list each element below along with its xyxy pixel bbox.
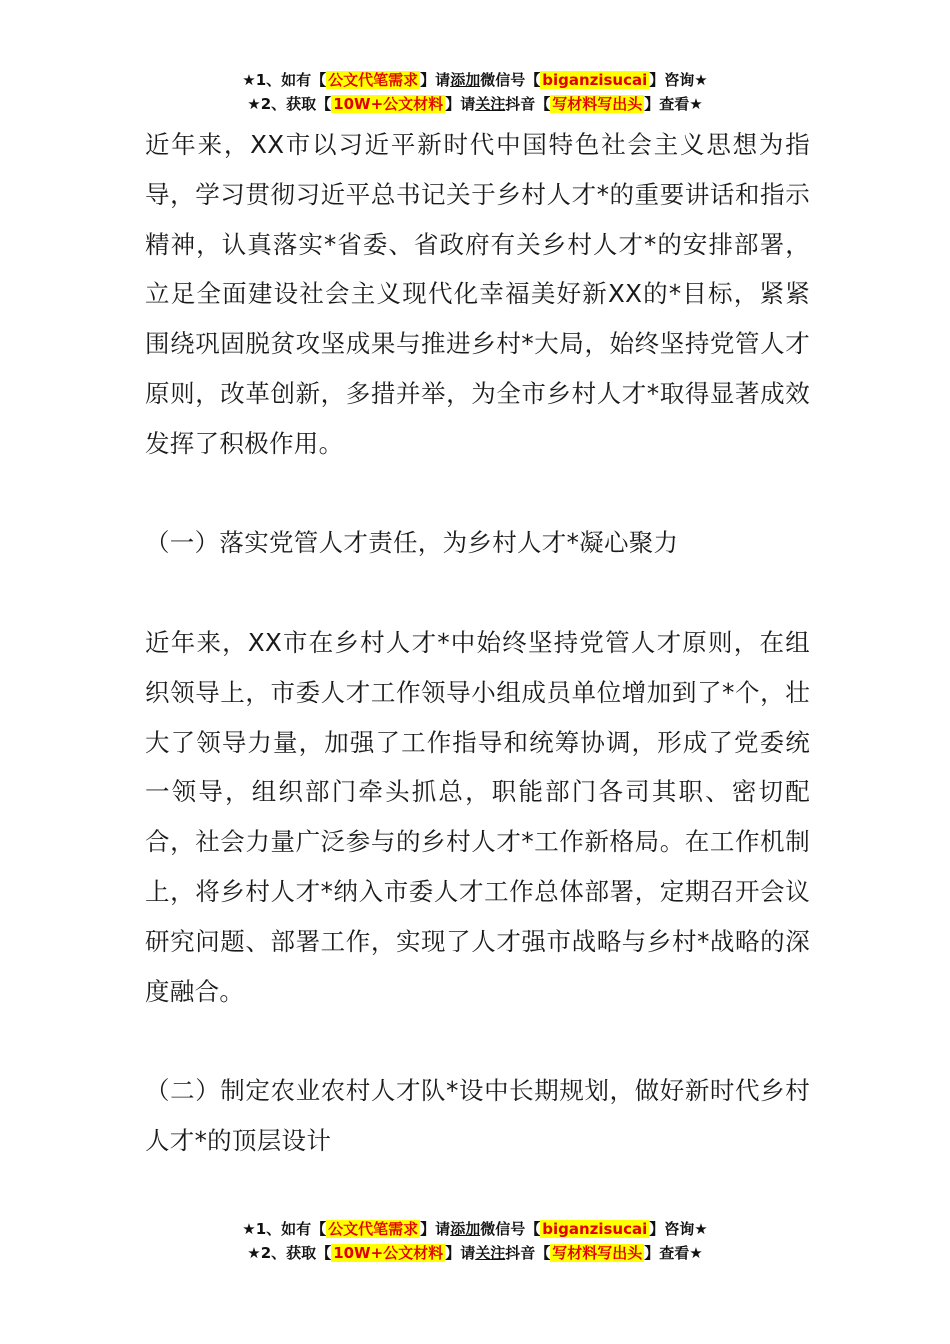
promo-text: 】查看★ bbox=[644, 1244, 703, 1262]
promo-line-1 bbox=[0, 68, 950, 92]
promo-highlight: 写材料写出头 bbox=[552, 95, 643, 113]
promo-emphasis: 关注 bbox=[475, 95, 506, 113]
paragraph-spacer bbox=[145, 469, 810, 519]
promo-text: 微信号【 bbox=[480, 71, 541, 89]
promo-highlight: 公文代笔需求 bbox=[328, 1220, 419, 1238]
promo-banner-top bbox=[0, 68, 950, 116]
promo-text: 】请 bbox=[445, 95, 476, 113]
section-heading: （二）制定农业农村人才队*设中长期规划，做好新时代乡村人才*的顶层设计 bbox=[145, 1076, 810, 1155]
paragraph-spacer bbox=[145, 568, 810, 618]
promo-highlight: 10W+公文材料 bbox=[333, 1244, 444, 1262]
document-body bbox=[145, 120, 810, 1166]
promo-text: ★2、获取【 bbox=[247, 1244, 332, 1262]
promo-text: 】请 bbox=[445, 1244, 476, 1262]
promo-text: 微信号【 bbox=[480, 1220, 541, 1238]
section-heading: （一）落实党管人才责任，为乡村人才*凝心聚力 bbox=[145, 528, 679, 558]
body-paragraph: 近年来，XX市在乡村人才*中始终坚持党管人才原则，在组织领导上，市委人才工作领导小组成员单位增加到了*个，壮大了领导力量，加强了工作指导和统筹协调，形成了党委统一领导，组织部门牵头抓总，职能部门各司其职、密切配合，社会力量广泛参与的乡村人才*工作新格局。在工作机制上，将乡村人才*纳入市委人才工作总体部署，定期召开会议研究问题、部署工作，实现了人才强市战略与乡村*战略的深度融合。 bbox=[145, 627, 810, 1006]
paragraph-spacer bbox=[145, 1016, 810, 1066]
promo-emphasis: 添加 bbox=[450, 71, 481, 89]
promo-highlight: 公文代笔需求 bbox=[328, 71, 419, 89]
promo-text: 抖音【 bbox=[505, 1244, 551, 1262]
promo-text: ★2、获取【 bbox=[247, 95, 332, 113]
promo-highlight: biganzisucai bbox=[542, 1220, 648, 1238]
body-paragraph: 近年来，XX市以习近平新时代中国特色社会主义思想为指导，学习贯彻习近平总书记关于乡村人才*的重要讲话和指示精神，认真落实*省委、省政府有关乡村人才*的安排部署，立足全面建设社会主义现代化幸福美好新XX的*目标，紧紧围绕巩固脱贫攻坚成果与推进乡村*大局，始终坚持党管人才原则，改革创新，多措并举，为全市乡村人才*取得显著成效发挥了积极作用。 bbox=[145, 130, 810, 458]
promo-emphasis: 添加 bbox=[450, 1220, 481, 1238]
promo-text: ★1、如有【 bbox=[242, 71, 327, 89]
promo-text: ★1、如有【 bbox=[242, 1220, 327, 1238]
promo-text: 】请 bbox=[420, 71, 451, 89]
promo-text: 】咨询★ bbox=[649, 71, 708, 89]
promo-highlight: 写材料写出头 bbox=[552, 1244, 643, 1262]
promo-text: 】咨询★ bbox=[649, 1220, 708, 1238]
promo-text: 】请 bbox=[420, 1220, 451, 1238]
promo-line-2 bbox=[0, 1241, 950, 1265]
promo-highlight: 10W+公文材料 bbox=[333, 95, 444, 113]
promo-highlight: biganzisucai bbox=[542, 71, 648, 89]
promo-line-2 bbox=[0, 92, 950, 116]
promo-banner-bottom bbox=[0, 1217, 950, 1265]
promo-text: 】查看★ bbox=[644, 95, 703, 113]
promo-line-1 bbox=[0, 1217, 950, 1241]
promo-emphasis: 关注 bbox=[475, 1244, 506, 1262]
promo-text: 抖音【 bbox=[505, 95, 551, 113]
